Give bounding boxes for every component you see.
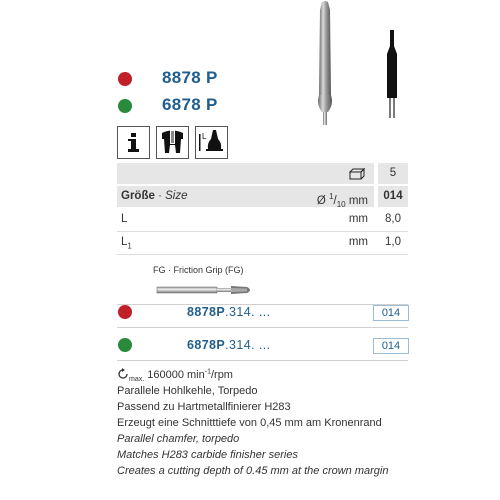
order-divider — [117, 360, 408, 361]
bur-photo — [300, 0, 350, 125]
l-unit: mm — [348, 213, 368, 225]
green-dot — [118, 338, 132, 352]
bur-length-icon — [195, 126, 228, 159]
spec-row-l1: $L_1$ mm 1,0 — [117, 232, 408, 253]
size-value: 014 — [378, 186, 408, 207]
package-icon — [348, 166, 366, 181]
description-en-3: Creates a cutting depth of 0.45 mm at the crown margin — [117, 465, 389, 477]
l1-unit: mm — [348, 236, 368, 248]
description-de-1: Parallele Hohlkehle, Torpedo — [117, 385, 258, 397]
shank-label: FG · Friction Grip (FG) — [153, 265, 244, 275]
bur-side-view — [155, 282, 255, 298]
svg-text:L: L — [202, 132, 207, 141]
description-de-2: Passend zu Hartmetallfinierer H283 — [117, 401, 291, 413]
info-icon — [117, 126, 150, 159]
pack-value: 5 — [378, 163, 408, 184]
red-dot — [118, 72, 132, 86]
size-label-de: Größe — [121, 190, 155, 202]
order-divider — [117, 327, 408, 328]
description-de-3: Erzeugt eine Schnitttiefe von 0,45 mm am Kronenrand — [117, 417, 382, 429]
speed-line: $_{max.}$ 160000 $\min^{-1}$/rpm — [117, 368, 233, 383]
crown-preparation-icon — [156, 126, 189, 159]
size-unit: Ø $^1/_{10}$ mm — [316, 192, 368, 210]
l-value: 8,0 — [385, 213, 401, 225]
spec-row-l — [117, 209, 408, 230]
l1-label: L — [121, 236, 128, 248]
l-label: L — [121, 213, 128, 225]
bur-drawing — [380, 28, 404, 118]
green-dot — [118, 99, 132, 113]
product-code-6878p: 6878 P — [162, 95, 218, 114]
order-size-6878p: 014 — [373, 338, 409, 354]
product-code-8878p: 8878 P — [162, 68, 218, 87]
spec-row-pack — [117, 163, 408, 184]
description-en-2: Matches H283 carbide finisher series — [117, 449, 298, 461]
description-en-1: Parallel chamfer, torpedo — [117, 433, 240, 445]
order-code-8878p: 8878P.314. ... — [187, 305, 271, 319]
divider — [117, 254, 408, 255]
rotation-icon — [117, 368, 129, 380]
red-dot — [118, 305, 132, 319]
size-label-en: Size — [165, 190, 188, 202]
order-code-6878p: 6878P.314. ... — [187, 338, 271, 352]
l1-value: 1,0 — [385, 236, 401, 248]
order-size-8878p: 014 — [373, 305, 409, 321]
spec-row-size: Größe · Size Ø $^1/_{10}$ mm 014 — [117, 186, 408, 207]
